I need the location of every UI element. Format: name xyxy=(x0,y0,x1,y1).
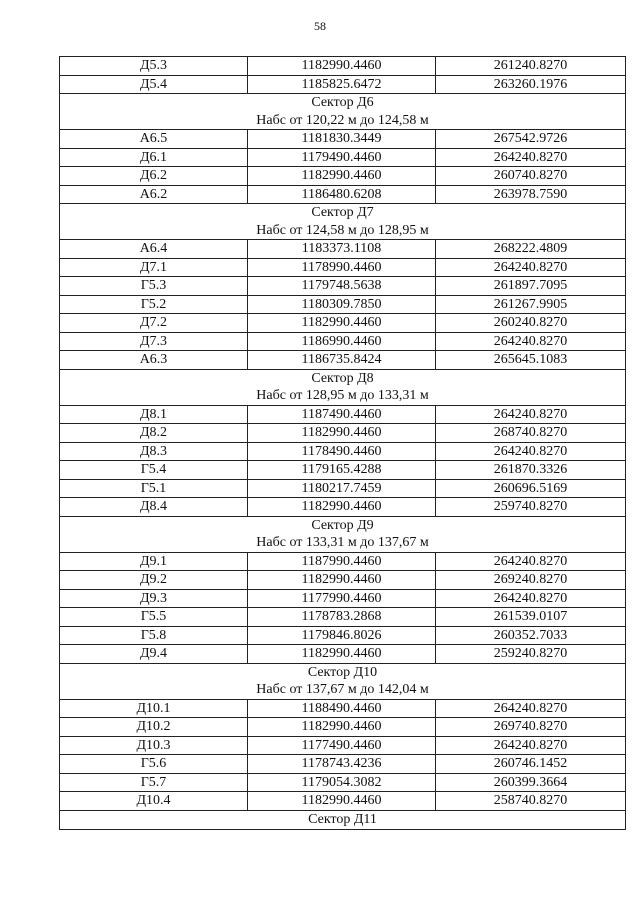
x-coordinate-cell: 1178490.4460 xyxy=(248,442,436,461)
y-coordinate-cell: 258740.8270 xyxy=(436,792,626,811)
sector-title: Сектор Д7 xyxy=(311,205,374,220)
y-coordinate-cell: 264240.8270 xyxy=(436,148,626,167)
table-row xyxy=(60,479,626,498)
table-row xyxy=(60,258,626,277)
sector-header-row xyxy=(60,810,626,829)
y-coordinate-cell: 259740.8270 xyxy=(436,498,626,517)
x-coordinate-cell: 1182990.4460 xyxy=(248,792,436,811)
table-row xyxy=(60,792,626,811)
point-id-cell: Д9.4 xyxy=(60,645,248,664)
x-coordinate-cell: 1188490.4460 xyxy=(248,699,436,718)
x-coordinate-cell: 1180309.7850 xyxy=(248,295,436,314)
sector-elevation-range: Набс от 133,31 м до 137,67 м xyxy=(256,535,429,550)
y-coordinate-cell: 261539.0107 xyxy=(436,608,626,627)
point-id-cell: Д9.3 xyxy=(60,589,248,608)
table-row xyxy=(60,773,626,792)
sector-header-cell xyxy=(60,810,626,829)
sector-header-row xyxy=(60,663,626,699)
point-id-cell: Д8.3 xyxy=(60,442,248,461)
y-coordinate-cell: 260746.1452 xyxy=(436,755,626,774)
coordinates-table-body xyxy=(60,57,626,830)
point-id-cell: Д7.2 xyxy=(60,314,248,333)
y-coordinate-cell: 265645.1083 xyxy=(436,351,626,370)
x-coordinate-cell: 1182990.4460 xyxy=(248,57,436,76)
x-coordinate-cell: 1182990.4460 xyxy=(248,645,436,664)
point-id-cell: Г5.4 xyxy=(60,461,248,480)
x-coordinate-cell: 1179846.8026 xyxy=(248,626,436,645)
x-coordinate-cell: 1185825.6472 xyxy=(248,75,436,94)
point-id-cell: А6.2 xyxy=(60,185,248,204)
point-id-cell: Д9.2 xyxy=(60,571,248,590)
table-row xyxy=(60,571,626,590)
point-id-cell: Г5.3 xyxy=(60,277,248,296)
point-id-cell: Д5.4 xyxy=(60,75,248,94)
table-row xyxy=(60,718,626,737)
point-id-cell: Д8.1 xyxy=(60,405,248,424)
point-id-cell: Г5.2 xyxy=(60,295,248,314)
y-coordinate-cell: 260740.8270 xyxy=(436,167,626,186)
sector-header-row xyxy=(60,369,626,405)
y-coordinate-cell: 264240.8270 xyxy=(436,405,626,424)
x-coordinate-cell: 1177990.4460 xyxy=(248,589,436,608)
page-number: 58 xyxy=(314,19,326,33)
point-id-cell: Д9.1 xyxy=(60,552,248,571)
table-row xyxy=(60,75,626,94)
y-coordinate-cell: 260352.7033 xyxy=(436,626,626,645)
point-id-cell: Д10.4 xyxy=(60,792,248,811)
table-row xyxy=(60,442,626,461)
point-id-cell: Г5.7 xyxy=(60,773,248,792)
table-row xyxy=(60,130,626,149)
sector-elevation-range: Набс от 124,58 м до 128,95 м xyxy=(256,222,429,238)
table-row xyxy=(60,148,626,167)
y-coordinate-cell: 269740.8270 xyxy=(436,718,626,737)
sector-elevation-range: Набс от 137,67 м до 142,04 м xyxy=(256,682,429,697)
table-row xyxy=(60,351,626,370)
table-row xyxy=(60,185,626,204)
point-id-cell: А6.4 xyxy=(60,240,248,259)
y-coordinate-cell: 259240.8270 xyxy=(436,645,626,664)
table-row xyxy=(60,424,626,443)
point-id-cell: А6.5 xyxy=(60,130,248,149)
sector-title: Сектор Д6 xyxy=(311,95,374,110)
table-row xyxy=(60,57,626,76)
x-coordinate-cell: 1179490.4460 xyxy=(248,148,436,167)
x-coordinate-cell: 1179054.3082 xyxy=(248,773,436,792)
point-id-cell: Д5.3 xyxy=(60,57,248,76)
table-row xyxy=(60,277,626,296)
sector-header-cell xyxy=(60,94,626,130)
x-coordinate-cell: 1186990.4460 xyxy=(248,332,436,351)
table-row xyxy=(60,498,626,517)
sector-elevation-range: Набс от 128,95 м до 133,31 м xyxy=(256,388,429,403)
y-coordinate-cell: 264240.8270 xyxy=(436,589,626,608)
x-coordinate-cell: 1182990.4460 xyxy=(248,498,436,517)
sector-header-cell xyxy=(60,204,626,240)
x-coordinate-cell: 1187490.4460 xyxy=(248,405,436,424)
point-id-cell: Д10.1 xyxy=(60,699,248,718)
y-coordinate-cell: 264240.8270 xyxy=(436,736,626,755)
table-row xyxy=(60,405,626,424)
x-coordinate-cell: 1182990.4460 xyxy=(248,314,436,333)
table-row xyxy=(60,736,626,755)
point-id-cell: Г5.6 xyxy=(60,755,248,774)
sector-header-row xyxy=(60,94,626,130)
point-id-cell: Д8.2 xyxy=(60,424,248,443)
y-coordinate-cell: 264240.8270 xyxy=(436,332,626,351)
point-id-cell: Д6.2 xyxy=(60,167,248,186)
table-row xyxy=(60,332,626,351)
table-row xyxy=(60,314,626,333)
y-coordinate-cell: 260399.3664 xyxy=(436,773,626,792)
table-row xyxy=(60,295,626,314)
y-coordinate-cell: 264240.8270 xyxy=(436,552,626,571)
table-row xyxy=(60,755,626,774)
sector-title: Сектор Д11 xyxy=(308,811,377,827)
point-id-cell: Д8.4 xyxy=(60,498,248,517)
table-row xyxy=(60,699,626,718)
y-coordinate-cell: 260240.8270 xyxy=(436,314,626,333)
x-coordinate-cell: 1186480.6208 xyxy=(248,185,436,204)
table-row xyxy=(60,240,626,259)
point-id-cell: Д10.3 xyxy=(60,736,248,755)
point-id-cell: А6.3 xyxy=(60,351,248,370)
y-coordinate-cell: 268222.4809 xyxy=(436,240,626,259)
point-id-cell: Д6.1 xyxy=(60,148,248,167)
x-coordinate-cell: 1187990.4460 xyxy=(248,552,436,571)
y-coordinate-cell: 261240.8270 xyxy=(436,57,626,76)
sector-header-cell xyxy=(60,516,626,552)
table-row xyxy=(60,167,626,186)
y-coordinate-cell: 264240.8270 xyxy=(436,699,626,718)
sector-header-row xyxy=(60,516,626,552)
x-coordinate-cell: 1179165.4288 xyxy=(248,461,436,480)
table-row xyxy=(60,552,626,571)
x-coordinate-cell: 1179748.5638 xyxy=(248,277,436,296)
sector-header-cell xyxy=(60,369,626,405)
table-row xyxy=(60,645,626,664)
sector-title: Сектор Д9 xyxy=(311,517,374,533)
y-coordinate-cell: 261897.7095 xyxy=(436,277,626,296)
table-row xyxy=(60,608,626,627)
y-coordinate-cell: 263260.1976 xyxy=(436,75,626,94)
point-id-cell: Г5.5 xyxy=(60,608,248,627)
x-coordinate-cell: 1182990.4460 xyxy=(248,718,436,737)
x-coordinate-cell: 1183373.1108 xyxy=(248,240,436,259)
sector-header-row xyxy=(60,204,626,240)
y-coordinate-cell: 268740.8270 xyxy=(436,424,626,443)
x-coordinate-cell: 1182990.4460 xyxy=(248,424,436,443)
x-coordinate-cell: 1182990.4460 xyxy=(248,167,436,186)
y-coordinate-cell: 269240.8270 xyxy=(436,571,626,590)
y-coordinate-cell: 260696.5169 xyxy=(436,479,626,498)
y-coordinate-cell: 264240.8270 xyxy=(436,442,626,461)
table-row xyxy=(60,626,626,645)
sector-header-cell xyxy=(60,663,626,699)
point-id-cell: Д7.1 xyxy=(60,258,248,277)
sector-elevation-range: Набс от 120,22 м до 124,58 м xyxy=(256,112,429,128)
point-id-cell: Д10.2 xyxy=(60,718,248,737)
x-coordinate-cell: 1178743.4236 xyxy=(248,755,436,774)
sector-title: Сектор Д10 xyxy=(307,664,378,680)
x-coordinate-cell: 1178783.2868 xyxy=(248,608,436,627)
x-coordinate-cell: 1177490.4460 xyxy=(248,736,436,755)
coordinates-table xyxy=(59,56,626,830)
y-coordinate-cell: 261870.3326 xyxy=(436,461,626,480)
x-coordinate-cell: 1181830.3449 xyxy=(248,130,436,149)
point-id-cell: Г5.1 xyxy=(60,479,248,498)
table-row xyxy=(60,461,626,480)
point-id-cell: Д7.3 xyxy=(60,332,248,351)
x-coordinate-cell: 1186735.8424 xyxy=(248,351,436,370)
x-coordinate-cell: 1182990.4460 xyxy=(248,571,436,590)
x-coordinate-cell: 1180217.7459 xyxy=(248,479,436,498)
x-coordinate-cell: 1178990.4460 xyxy=(248,258,436,277)
table-row xyxy=(60,589,626,608)
y-coordinate-cell: 264240.8270 xyxy=(436,258,626,277)
sector-title: Сектор Д8 xyxy=(311,370,374,386)
y-coordinate-cell: 261267.9905 xyxy=(436,295,626,314)
point-id-cell: Г5.8 xyxy=(60,626,248,645)
y-coordinate-cell: 267542.9726 xyxy=(436,130,626,149)
y-coordinate-cell: 263978.7590 xyxy=(436,185,626,204)
